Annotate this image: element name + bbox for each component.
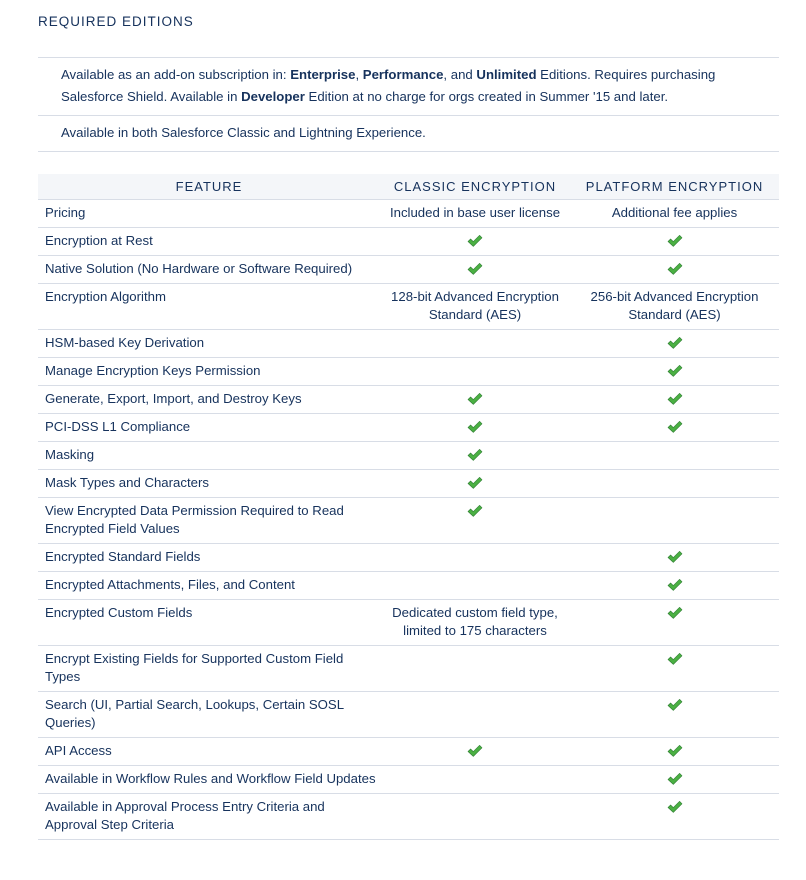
table-row bbox=[38, 442, 779, 470]
classic-cell bbox=[380, 498, 570, 544]
checkmark-icon bbox=[667, 336, 683, 350]
platform-cell bbox=[570, 738, 779, 766]
checkmark-icon bbox=[667, 652, 683, 666]
checkmark-icon bbox=[467, 504, 483, 518]
feature-cell: Encrypted Standard Fields bbox=[38, 544, 380, 572]
feature-cell: Mask Types and Characters bbox=[38, 470, 380, 498]
platform-cell bbox=[570, 544, 779, 572]
table-row bbox=[38, 330, 779, 358]
editions-text: Editions. Requires purchasing Salesforce Shield. Available in bbox=[61, 67, 716, 104]
table-row bbox=[38, 738, 779, 766]
classic-cell bbox=[380, 572, 570, 600]
editions-availability bbox=[38, 57, 779, 115]
checkmark-icon bbox=[667, 364, 683, 378]
table-row bbox=[38, 600, 779, 646]
platform-cell bbox=[570, 600, 779, 646]
platform-cell bbox=[570, 498, 779, 544]
classic-cell bbox=[380, 766, 570, 794]
checkmark-icon bbox=[667, 550, 683, 564]
checkmark-icon bbox=[667, 744, 683, 758]
feature-cell: View Encrypted Data Permission Required to Read Encrypted Field Values bbox=[38, 498, 380, 544]
platform-cell: Additional fee applies bbox=[570, 200, 779, 228]
classic-cell bbox=[380, 470, 570, 498]
table-row bbox=[38, 572, 779, 600]
feature-cell: Encrypted Attachments, Files, and Content bbox=[38, 572, 380, 600]
checkmark-icon bbox=[467, 744, 483, 758]
classic-cell bbox=[380, 738, 570, 766]
table-row bbox=[38, 794, 779, 840]
classic-cell bbox=[380, 386, 570, 414]
edition-developer: Developer bbox=[241, 89, 305, 104]
checkmark-icon bbox=[467, 448, 483, 462]
platform-cell bbox=[570, 572, 779, 600]
editions-experience: Available in both Salesforce Classic and Lightning Experience. bbox=[38, 115, 779, 152]
checkmark-icon bbox=[467, 392, 483, 406]
checkmark-icon bbox=[667, 606, 683, 620]
checkmark-icon bbox=[467, 262, 483, 276]
classic-cell bbox=[380, 414, 570, 442]
feature-cell: Manage Encryption Keys Permission bbox=[38, 358, 380, 386]
table-row bbox=[38, 358, 779, 386]
header-platform-encryption: PLATFORM ENCRYPTION bbox=[570, 174, 779, 200]
edition-performance: Performance bbox=[362, 67, 444, 82]
feature-cell: Masking bbox=[38, 442, 380, 470]
checkmark-icon bbox=[667, 392, 683, 406]
table-row bbox=[38, 498, 779, 544]
checkmark-icon bbox=[467, 420, 483, 434]
table-row bbox=[38, 766, 779, 794]
table-row bbox=[38, 200, 779, 228]
classic-cell: Included in base user license bbox=[380, 200, 570, 228]
classic-cell bbox=[380, 646, 570, 692]
table-header-row bbox=[38, 174, 779, 200]
feature-cell: Encrypted Custom Fields bbox=[38, 600, 380, 646]
platform-cell bbox=[570, 692, 779, 738]
checkmark-icon bbox=[467, 476, 483, 490]
feature-cell: Encrypt Existing Fields for Supported Custom Field Types bbox=[38, 646, 380, 692]
table-row bbox=[38, 544, 779, 572]
classic-cell bbox=[380, 692, 570, 738]
editions-box bbox=[38, 57, 779, 152]
checkmark-icon bbox=[667, 800, 683, 814]
header-feature: FEATURE bbox=[38, 174, 380, 200]
platform-cell bbox=[570, 414, 779, 442]
table-row bbox=[38, 386, 779, 414]
table-row bbox=[38, 646, 779, 692]
checkmark-icon bbox=[667, 772, 683, 786]
feature-cell: Encryption Algorithm bbox=[38, 284, 380, 330]
feature-cell: Generate, Export, Import, and Destroy Keys bbox=[38, 386, 380, 414]
classic-cell bbox=[380, 544, 570, 572]
table-body bbox=[38, 200, 779, 840]
section-title: REQUIRED EDITIONS bbox=[38, 14, 194, 29]
platform-cell bbox=[570, 794, 779, 840]
editions-text: Available as an add-on subscription in: bbox=[61, 67, 291, 82]
classic-cell bbox=[380, 442, 570, 470]
platform-cell bbox=[570, 358, 779, 386]
edition-enterprise: Enterprise bbox=[290, 67, 356, 82]
table-row bbox=[38, 692, 779, 738]
feature-cell: API Access bbox=[38, 738, 380, 766]
table-row bbox=[38, 414, 779, 442]
platform-cell bbox=[570, 470, 779, 498]
feature-cell: Encryption at Rest bbox=[38, 228, 380, 256]
table-row bbox=[38, 284, 779, 330]
comparison-table bbox=[38, 174, 779, 840]
platform-cell bbox=[570, 330, 779, 358]
platform-cell: 256-bit Advanced Encryption Standard (AES) bbox=[570, 284, 779, 330]
classic-cell: 128-bit Advanced Encryption Standard (AES) bbox=[380, 284, 570, 330]
edition-unlimited: Unlimited bbox=[476, 67, 537, 82]
header-classic-encryption: CLASSIC ENCRYPTION bbox=[380, 174, 570, 200]
feature-cell: Search (UI, Partial Search, Lookups, Certain SOSL Queries) bbox=[38, 692, 380, 738]
platform-cell bbox=[570, 256, 779, 284]
editions-text: , bbox=[355, 67, 363, 82]
checkmark-icon bbox=[667, 234, 683, 248]
table-row bbox=[38, 256, 779, 284]
platform-cell bbox=[570, 646, 779, 692]
feature-cell: HSM-based Key Derivation bbox=[38, 330, 380, 358]
table-row bbox=[38, 228, 779, 256]
classic-cell bbox=[380, 256, 570, 284]
classic-cell bbox=[380, 794, 570, 840]
classic-cell bbox=[380, 358, 570, 386]
platform-cell bbox=[570, 228, 779, 256]
feature-cell: Available in Approval Process Entry Criteria and Approval Step Criteria bbox=[38, 794, 380, 840]
platform-cell bbox=[570, 766, 779, 794]
checkmark-icon bbox=[667, 578, 683, 592]
classic-cell bbox=[380, 228, 570, 256]
platform-cell bbox=[570, 442, 779, 470]
checkmark-icon bbox=[467, 234, 483, 248]
checkmark-icon bbox=[667, 420, 683, 434]
editions-text: Edition at no charge for orgs created in Summer '15 and later. bbox=[304, 89, 669, 104]
classic-cell: Dedicated custom field type, limited to 175 characters bbox=[380, 600, 570, 646]
feature-cell: Pricing bbox=[38, 200, 380, 228]
platform-cell bbox=[570, 386, 779, 414]
feature-cell: Native Solution (No Hardware or Software Required) bbox=[38, 256, 380, 284]
feature-cell: Available in Workflow Rules and Workflow Field Updates bbox=[38, 766, 380, 794]
checkmark-icon bbox=[667, 262, 683, 276]
editions-text: , and bbox=[443, 67, 477, 82]
feature-cell: PCI-DSS L1 Compliance bbox=[38, 414, 380, 442]
table-row bbox=[38, 470, 779, 498]
classic-cell bbox=[380, 330, 570, 358]
checkmark-icon bbox=[667, 698, 683, 712]
